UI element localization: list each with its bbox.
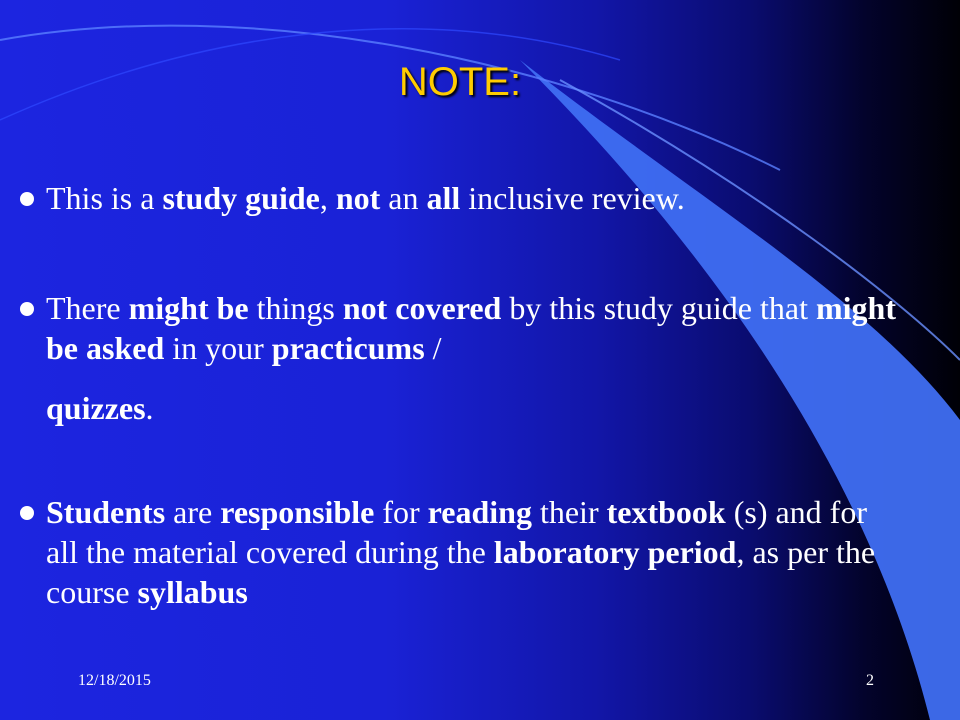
bold-text-run: study guide bbox=[162, 180, 320, 216]
bullet-text bbox=[46, 180, 685, 216]
bold-text-run: not covered bbox=[342, 290, 502, 326]
bullet-item-2-continuation bbox=[46, 388, 896, 428]
text-run: by this study guide that bbox=[501, 290, 816, 326]
text-run: an bbox=[380, 180, 427, 216]
bold-text-run: all bbox=[426, 180, 461, 216]
bold-text-run: syllabus bbox=[137, 574, 248, 610]
bullet-text bbox=[46, 290, 896, 366]
bullet-item-3 bbox=[46, 492, 896, 612]
bullet-item-1 bbox=[46, 178, 896, 218]
text-run: . bbox=[145, 390, 154, 426]
text-run: things bbox=[248, 290, 343, 326]
text-run: , as per the course bbox=[46, 534, 876, 610]
bullet-dot bbox=[20, 506, 34, 520]
slide-title: NOTE: bbox=[398, 60, 522, 104]
bold-text-run: Students bbox=[46, 494, 166, 530]
bold-text-run: might be bbox=[128, 290, 249, 326]
text-run: / bbox=[424, 330, 442, 366]
bold-text-run: textbook bbox=[606, 494, 726, 530]
bold-text-run: responsible bbox=[220, 494, 375, 530]
text-run: inclusive review. bbox=[460, 180, 685, 216]
bullet-text bbox=[46, 494, 875, 610]
text-run: are bbox=[165, 494, 221, 530]
slide-number: 2 bbox=[866, 672, 874, 689]
bold-text-run: practicums bbox=[271, 330, 425, 366]
text-run: (s) and for all the material covered during the bbox=[46, 494, 867, 570]
bullet-item-2 bbox=[46, 288, 896, 368]
bold-text-run: laboratory period bbox=[493, 534, 737, 570]
text-run: , bbox=[319, 180, 336, 216]
text-run: their bbox=[531, 494, 607, 530]
bold-text-run: might be asked bbox=[46, 290, 896, 366]
text-run: This is a bbox=[46, 180, 163, 216]
bold-text-run: not bbox=[335, 180, 381, 216]
bold-text-run: reading bbox=[427, 494, 532, 530]
text-run: for bbox=[374, 494, 428, 530]
bullet-dot bbox=[20, 192, 34, 206]
bold-text-run: quizzes bbox=[46, 390, 146, 426]
text-run: There bbox=[46, 290, 129, 326]
footer-date: 12/18/2015 bbox=[78, 672, 151, 689]
bullet-dot bbox=[20, 302, 34, 316]
bullet-continuation-text bbox=[46, 390, 154, 426]
text-run: in your bbox=[164, 330, 272, 366]
